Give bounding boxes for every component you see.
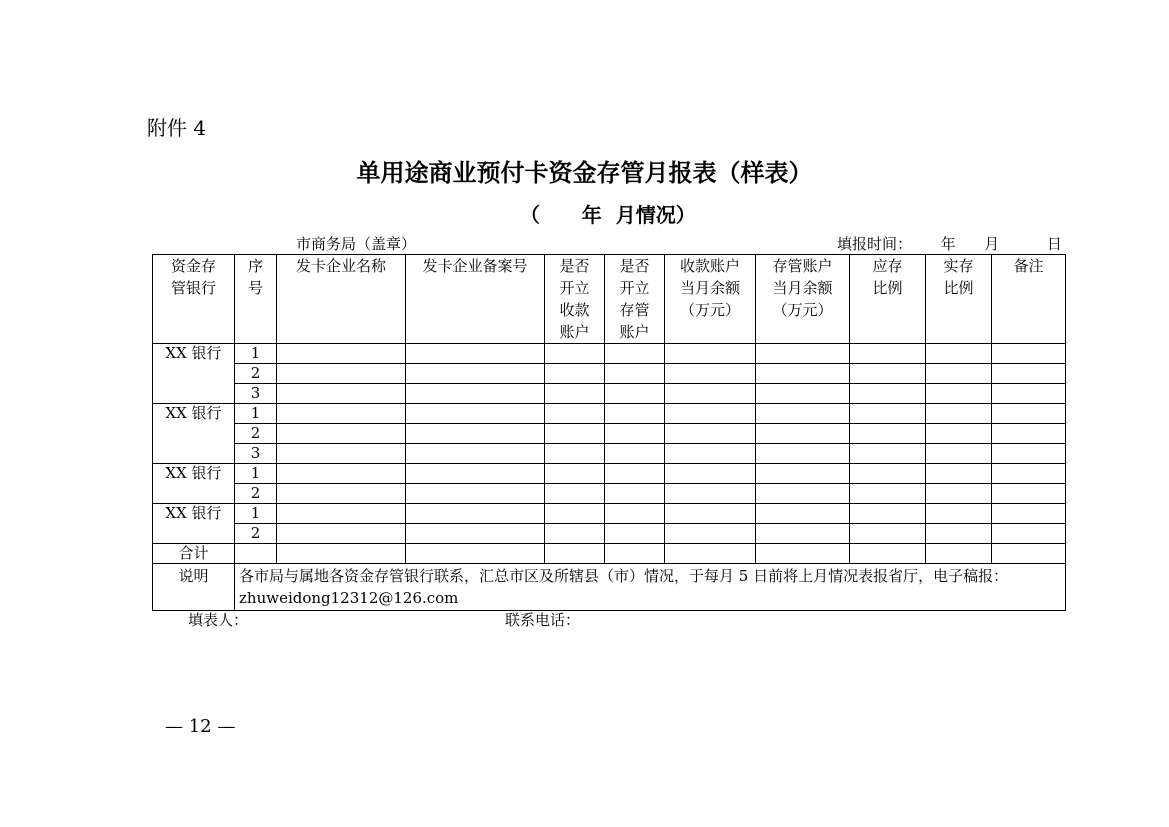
- seq-cell: 1: [235, 404, 277, 424]
- table-row: [153, 464, 1066, 484]
- empty-cell: [605, 384, 665, 404]
- empty-cell: [545, 444, 605, 464]
- empty-cell: [850, 464, 926, 484]
- empty-cell: [406, 464, 545, 484]
- table-row: [153, 404, 1066, 424]
- empty-cell: [850, 344, 926, 364]
- table-row: [153, 504, 1066, 524]
- header-company-name: 发卡企业名称: [277, 255, 406, 344]
- empty-cell: [277, 544, 406, 564]
- empty-cell: [605, 364, 665, 384]
- empty-cell: [926, 524, 992, 544]
- empty-cell: [992, 344, 1066, 364]
- empty-cell: [545, 404, 605, 424]
- empty-cell: [926, 424, 992, 444]
- empty-cell: [277, 504, 406, 524]
- empty-cell: [605, 444, 665, 464]
- empty-cell: [545, 504, 605, 524]
- empty-cell: [926, 484, 992, 504]
- empty-cell: [992, 484, 1066, 504]
- empty-cell: [665, 544, 756, 564]
- empty-cell: [406, 384, 545, 404]
- report-period: （ 年 月情况）: [520, 203, 696, 227]
- empty-cell: [605, 464, 665, 484]
- header-row: [153, 255, 1066, 344]
- seq-cell: 2: [235, 364, 277, 384]
- empty-cell: [850, 484, 926, 504]
- empty-cell: [756, 364, 850, 384]
- empty-cell: [850, 444, 926, 464]
- report-table: [152, 254, 1066, 611]
- seq-cell: 1: [235, 464, 277, 484]
- empty-cell: [605, 404, 665, 424]
- empty-cell: [850, 504, 926, 524]
- phone-label: 联系电话：: [505, 611, 581, 629]
- empty-cell: [665, 404, 756, 424]
- empty-cell: [926, 464, 992, 484]
- empty-cell: [992, 364, 1066, 384]
- empty-cell: [545, 524, 605, 544]
- header-seq: 序号: [235, 255, 277, 344]
- empty-cell: [756, 344, 850, 364]
- empty-cell: [277, 344, 406, 364]
- empty-cell: [926, 544, 992, 564]
- empty-cell: [605, 484, 665, 504]
- empty-cell: [992, 524, 1066, 544]
- empty-cell: [926, 404, 992, 424]
- empty-cell: [545, 384, 605, 404]
- empty-cell: [665, 444, 756, 464]
- empty-cell: [545, 364, 605, 384]
- note-row: [153, 564, 1066, 611]
- header-bank: 资金存管银行: [153, 255, 235, 344]
- empty-cell: [277, 464, 406, 484]
- empty-cell: [406, 504, 545, 524]
- empty-cell: [277, 524, 406, 544]
- empty-cell: [545, 424, 605, 444]
- header-company-record: 发卡企业备案号: [406, 255, 545, 344]
- empty-cell: [850, 384, 926, 404]
- bureau-seal-label: 市商务局（盖章）: [296, 235, 417, 253]
- bank-name-cell: XX 银行: [153, 464, 235, 504]
- header-required-ratio: 应存比例: [850, 255, 926, 344]
- table-row: [153, 364, 1066, 384]
- empty-cell: [850, 404, 926, 424]
- empty-cell: [406, 344, 545, 364]
- header-custody-account: 是否开立存管账户: [605, 255, 665, 344]
- empty-cell: [850, 364, 926, 384]
- empty-cell: [665, 464, 756, 484]
- seq-cell: 2: [235, 424, 277, 444]
- empty-cell: [545, 544, 605, 564]
- table-row: [153, 524, 1066, 544]
- empty-cell: [850, 424, 926, 444]
- empty-cell: [665, 364, 756, 384]
- empty-cell: [992, 544, 1066, 564]
- table-row: [153, 484, 1066, 504]
- empty-cell: [926, 384, 992, 404]
- empty-cell: [756, 544, 850, 564]
- empty-cell: [665, 344, 756, 364]
- empty-cell: [605, 424, 665, 444]
- table-row: [153, 444, 1066, 464]
- empty-cell: [992, 464, 1066, 484]
- empty-cell: [756, 444, 850, 464]
- empty-cell: [926, 444, 992, 464]
- empty-cell: [926, 344, 992, 364]
- seq-cell: 1: [235, 504, 277, 524]
- empty-cell: [756, 404, 850, 424]
- bank-name-cell: XX 银行: [153, 344, 235, 404]
- header-collection-balance: 收款账户当月余额（万元）: [665, 255, 756, 344]
- empty-cell: [992, 424, 1066, 444]
- header-remarks: 备注: [992, 255, 1066, 344]
- empty-cell: [277, 484, 406, 504]
- seq-cell: 3: [235, 384, 277, 404]
- seq-cell: 2: [235, 484, 277, 504]
- empty-cell: [992, 504, 1066, 524]
- header-collection-account: 是否开立收款账户: [545, 255, 605, 344]
- empty-cell: [406, 524, 545, 544]
- empty-cell: [756, 464, 850, 484]
- empty-cell: [605, 524, 665, 544]
- empty-cell: [665, 484, 756, 504]
- empty-cell: [406, 444, 545, 464]
- empty-cell: [756, 484, 850, 504]
- empty-cell: [665, 504, 756, 524]
- seq-cell: 1: [235, 344, 277, 364]
- empty-cell: [665, 524, 756, 544]
- empty-cell: [926, 504, 992, 524]
- bank-name-cell: XX 银行: [153, 504, 235, 544]
- total-label: 合计: [153, 544, 235, 564]
- empty-cell: [277, 364, 406, 384]
- empty-cell: [406, 404, 545, 424]
- empty-cell: [277, 384, 406, 404]
- seq-cell: 2: [235, 524, 277, 544]
- bank-name-cell: XX 银行: [153, 404, 235, 464]
- empty-cell: [277, 444, 406, 464]
- empty-cell: [756, 524, 850, 544]
- empty-cell: [665, 424, 756, 444]
- empty-cell: [277, 424, 406, 444]
- empty-cell: [605, 544, 665, 564]
- empty-cell: [406, 544, 545, 564]
- empty-cell: [605, 504, 665, 524]
- empty-cell: [850, 544, 926, 564]
- empty-cell: [277, 404, 406, 424]
- empty-cell: [926, 364, 992, 384]
- note-text: 各市局与属地各资金存管银行联系，汇总市区及所辖县（市）情况，于每月 5 日前将上月情况表报省厅，电子稿报：zhuweidong12312@126.com: [235, 564, 1066, 611]
- empty-cell: [850, 524, 926, 544]
- fill-time-label: 填报时间： 年 月 日: [837, 235, 1062, 253]
- attachment-label: 附件 4: [147, 116, 207, 140]
- report-title: 单用途商业预付卡资金存管月报表（样表）: [356, 159, 813, 187]
- total-row: [153, 544, 1066, 564]
- empty-cell: [992, 384, 1066, 404]
- empty-cell: [235, 544, 277, 564]
- empty-cell: [406, 424, 545, 444]
- note-label: 说明: [153, 564, 235, 611]
- table-row: [153, 384, 1066, 404]
- seq-cell: 3: [235, 444, 277, 464]
- table-row: [153, 344, 1066, 364]
- filler-label: 填表人：: [188, 611, 249, 629]
- empty-cell: [756, 424, 850, 444]
- empty-cell: [545, 344, 605, 364]
- header-custody-balance: 存管账户当月余额（万元）: [756, 255, 850, 344]
- empty-cell: [406, 364, 545, 384]
- empty-cell: [756, 504, 850, 524]
- empty-cell: [545, 464, 605, 484]
- header-actual-ratio: 实存比例: [926, 255, 992, 344]
- table-row: [153, 424, 1066, 444]
- empty-cell: [545, 484, 605, 504]
- empty-cell: [992, 404, 1066, 424]
- page-number: — 12 —: [165, 716, 236, 737]
- empty-cell: [992, 444, 1066, 464]
- empty-cell: [406, 484, 545, 504]
- empty-cell: [665, 384, 756, 404]
- empty-cell: [756, 384, 850, 404]
- empty-cell: [605, 344, 665, 364]
